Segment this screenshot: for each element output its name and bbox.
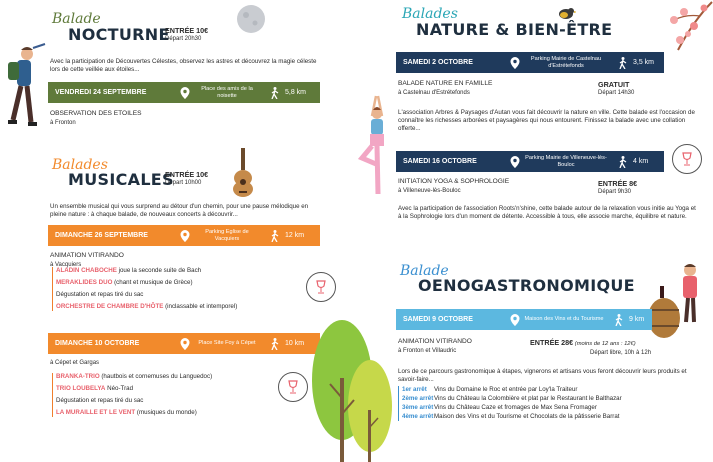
oeno-price: ENTRÉE 28€ [530,338,574,347]
program-line: Dégustation et repas tiré du sac [56,397,144,405]
oeno-description: Lors de ce parcours gastronomique à étapes, vignerons et artisans vous feront découvrir leurs produits et savoir-faire... [398,368,687,384]
musicales-date-bar-1 [48,225,320,246]
program-line: LA MURAILLE ET LE VENT (musiques du monde) [56,409,197,417]
oeno-distance: 9 km [629,316,645,323]
nature-price-2: ENTRÉE 8€ [598,179,638,188]
musicales-price: ENTRÉE 10€ [165,170,209,179]
nature-town-1: à Castelnau d'Estrétefonds [398,90,470,96]
location-pin-icon [180,338,190,350]
hiker-icon [614,314,624,326]
musicales-date-bar-2 [48,333,320,354]
trees-illustration [308,318,398,462]
nature-date-2: SAMEDI 16 OCTOBRE [403,158,477,165]
oeno-stops-list [398,386,703,421]
oeno-town: à Fronton et Villaudric [398,348,457,354]
nocturne-town: à Fronton [50,120,76,126]
nature-description-2: Avec la participation de l'association Roots'n'shine, cette balade autour de la relaxation vous initie au Yoga et à la Sophrologie lors d'un moment de détente. Accessible à tous, elle associe marche, équilibre et nature. [398,205,696,221]
stop-line: 4ème arrêtMaison des Vins et du Tourisme et Chocolats de la pâtisserie Barrat [402,413,620,421]
musicales-title: MUSICALES [68,170,174,189]
musicales-description: Un ensemble musical qui vous surprend au détour d'un chemin, pour une pause mélodique en pleine nature : à chaque balade, de nouveaux concerts à découvrir... [50,203,309,219]
nature-distance-1: 3,5 km [633,59,655,66]
oeno-date-bar [396,309,652,330]
nocturne-place: Place des amis de la noisette [201,86,253,99]
musicales-program-1 [52,267,307,311]
musicales-depart: Départ 10h00 [165,180,202,186]
oeno-place: Maison des Vins et du Tourisme [524,316,604,323]
program-line: TRIO LOUBELYA Néo-Trad [56,385,134,393]
tasting-stamp-icon [306,272,336,302]
hiker-icon [270,87,280,99]
program-line: Dégustation et repas tiré du sac [56,291,144,299]
nature-script-title: Balades [402,6,458,22]
guitar-illustration [232,148,254,198]
nature-date-bar-1 [396,52,664,73]
nocturne-date-bar [48,82,320,103]
nocturne-animation: OBSERVATION DES ETOILES [50,110,142,117]
hiker-icon [618,57,628,69]
oeno-script-title: Balade [400,263,449,279]
musicales-program-2 [52,373,287,417]
oeno-title: OENOGASTRONOMIQUE [418,276,635,295]
nocturne-distance: 5,8 km [285,89,307,96]
stop-line: 2ème arrêtVins du Château la Colombière et plat par le Restaurant le Balthazar [402,395,622,403]
nocturne-date: VENDREDI 24 SEPTEMBRE [55,89,147,96]
nature-event-1: BALADE NATURE EN FAMILLE [398,80,493,87]
moon-illustration [236,4,266,34]
nature-date-bar-2 [396,151,664,172]
tasting-stamp-icon [278,372,308,402]
musicales-town-2: à Cépet et Gargas [50,360,100,366]
oeno-animation: ANIMATION VITIRANDO [398,338,472,345]
hiker-icon [618,156,628,168]
wine-barrel-illustration [646,262,706,342]
nature-depart-1: Départ 14h30 [598,90,635,96]
musicales-date-1: DIMANCHE 26 SEPTEMBRE [55,232,148,239]
nature-place-2: Parking Mairie de Villeneuve-lès-Bouloc [525,155,607,168]
program-line: BRANKA-TRIO (hautbois et cornemuses du Languedoc) [56,373,213,380]
walker-illustration [3,42,47,142]
tasting-stamp-icon [672,144,702,174]
oeno-depart: Départ libre, 10h à 12h [590,350,652,356]
oeno-price-line [530,338,636,347]
musicales-place-1: Parking Eglise de Vacquiers [205,229,249,242]
blossom-illustration [664,0,713,58]
musicales-animation-1: ANIMATION VITIRANDO [50,252,124,259]
nature-place-1: Parking Mairie de Castelnau d'Estrétefonds [530,56,602,69]
nocturne-script-title: Balade [52,11,101,27]
nocturne-title: NOCTURNE [68,25,170,44]
location-pin-icon [180,87,190,99]
program-line: ORCHESTRE DE CHAMBRE D'HÔTE (inclassable et intemporel) [56,303,238,311]
location-pin-icon [180,230,190,242]
nature-title: NATURE & BIEN-ÊTRE [416,20,613,39]
musicales-date-2: DIMANCHE 10 OCTOBRE [55,340,140,347]
hiker-icon [270,230,280,242]
program-line: MERAKLIDES DUO (chant et musique de Grèce) [56,279,193,287]
nature-distance-2: 4 km [633,158,649,165]
oeno-date: SAMEDI 9 OCTOBRE [403,316,473,323]
musicales-place-2: Place Site Foy à Cépet [198,340,256,347]
musicales-script-title: Balades [52,157,108,173]
stop-line: 1er arrêt Vins du Domaine le Roc et entrée par Loy'la Traiteur [402,386,578,393]
nature-event-2: INITIATION YOGA & SOPHROLOGIE [398,178,510,185]
yoga-illustration [356,94,396,198]
location-pin-icon [510,314,520,326]
nocturne-description: Avec la participation de Découvertes Célestes, observez les astres et découvrez la magie céleste lors de cette veillée aux étoiles... [50,58,317,74]
nature-description-1: L'association Arbres & Paysages d'Autan vous fait découvrir la nature en ville. Cette balade est l'occasion de connaître les richesses arborées et paysagères qui nous entourent. Finissez la balade avec une collation offerte... [398,109,695,133]
location-pin-icon [510,156,520,168]
program-line: ALADIN CHABOCHE joue la seconde suite de Bach [56,267,202,274]
nature-date-1: SAMEDI 2 OCTOBRE [403,59,473,66]
nature-depart-2: Départ 9h30 [598,189,632,195]
nature-town-2: à Villeneuve-lès-Bouloc [398,188,461,194]
hiker-icon [270,338,280,350]
oeno-price-note: (moins de 12 ans : 12€) [573,341,636,347]
musicales-town-1: à Vacquiers [50,262,82,268]
nocturne-depart: Départ 20h30 [165,36,202,42]
nature-price-1: GRATUIT [598,80,630,89]
location-pin-icon [510,57,520,69]
stop-line: 3ème arrêtVins du Château Caze et fromages de Max Sena Fromager [402,404,597,412]
nocturne-price: ENTRÉE 10€ [165,26,209,35]
musicales-distance-1: 12 km [285,232,305,239]
musicales-distance-2: 10 km [285,340,305,347]
bird-illustration [556,6,576,20]
